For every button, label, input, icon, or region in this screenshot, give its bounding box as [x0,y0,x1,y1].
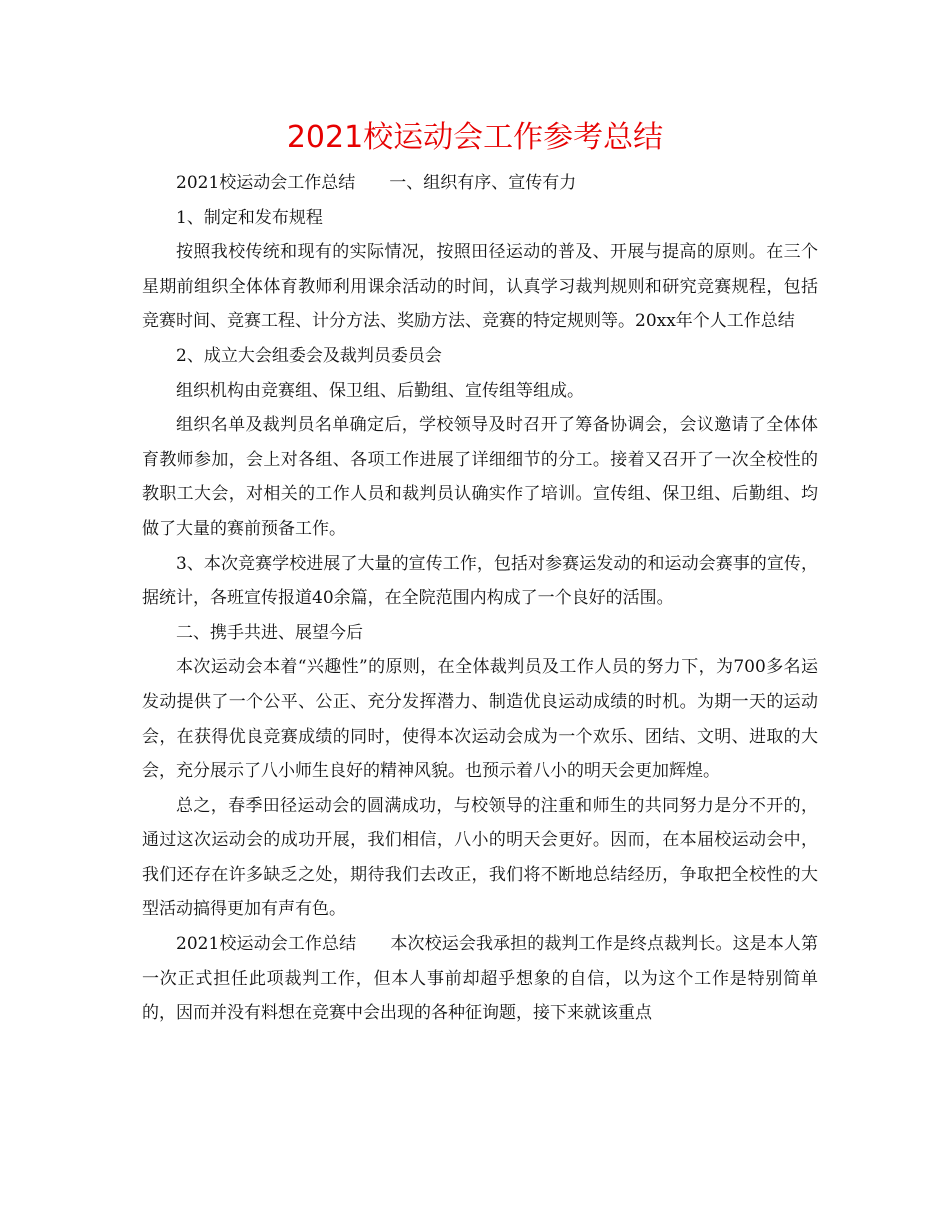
paragraph-section-2-heading: 2、成立大会组委会及裁判员委员会 [176,345,442,366]
document-body [142,166,818,1031]
paragraph-referee-summary: 2021校运动会工作总结 本次校运会我承担的裁判工作是终点裁判长。这是本人第一次正式担任此项裁判工作，但本人事前却超乎想象的自信，以为这个工作是特别简单的，因而并没有料想在竞赛中会出现的各种征询题，接下来就该重点 [142,934,818,1024]
paragraph-intro-heading: 2021校运动会工作总结 一、组织有序、宣传有力 [176,173,577,193]
paragraph-preparation: 组织名单及裁判员名单确定后，学校领导及时召开了筹备协调会，会议邀请了全体体育教师参加，会上对各组、各项工作进展了详细细节的分工。接着又召开了一次全校性的教职工大会，对相关的工作人员和裁判员认确实作了培训。宣传组、保卫组、后勤组、均做了大量的赛前预备工作。 [142,415,818,539]
paragraph-section-1-heading: 1、制定和发布规程 [176,207,323,228]
paragraph-conclusion: 总之，春季田径运动会的圆满成功，与校领导的注重和师生的共同努力是分不开的，通过这次运动会的成功开展，我们相信，八小的明天会更好。因而，在本届校运动会中，我们还存在许多缺乏之处，期待我们去改正，我们将不断地总结经历，争取把全校性的大型活动搞得更加有声有色。 [142,795,818,920]
paragraph-organization: 组织机构由竞赛组、保卫组、后勤组、宣传组等组成。 [176,380,584,401]
paragraph-part-2-heading: 二、携手共进、展望今后 [176,622,363,643]
document-title: 2021校运动会工作参考总结 [286,120,664,155]
paragraph-principle: 本次运动会本着“兴趣性”的原则，在全体裁判员及工作人员的努力下，为700多名运发动提供了一个公平、公正、充分发挥潜力、制造优良运动成绩的时机。为期一天的运动会，在获得优良竞赛成绩的同时，使得本次运动会成为一个欢乐、团结、文明、进取的大会，充分展示了八小师生良好的精神风貌。也预示着八小的明天会更加辉煌。 [142,657,818,782]
paragraph-publicity: 3、本次竞赛学校进展了大量的宣传工作，包括对参赛运发动的和运动会赛事的宣传，据统计，各班宣传报道40余篇，在全院范围内构成了一个良好的活围。 [142,553,818,609]
paragraph-rules: 按照我校传统和现有的实际情况，按照田径运动的普及、开展与提高的原则。在三个星期前组织全体体育教师利用课余活动的时间，认真学习裁判规则和研究竞赛规程，包括竞赛时间、竞赛工程、计分方法、奖励方法、竞赛的特定规则等。20xx年个人工作总结 [142,242,818,332]
